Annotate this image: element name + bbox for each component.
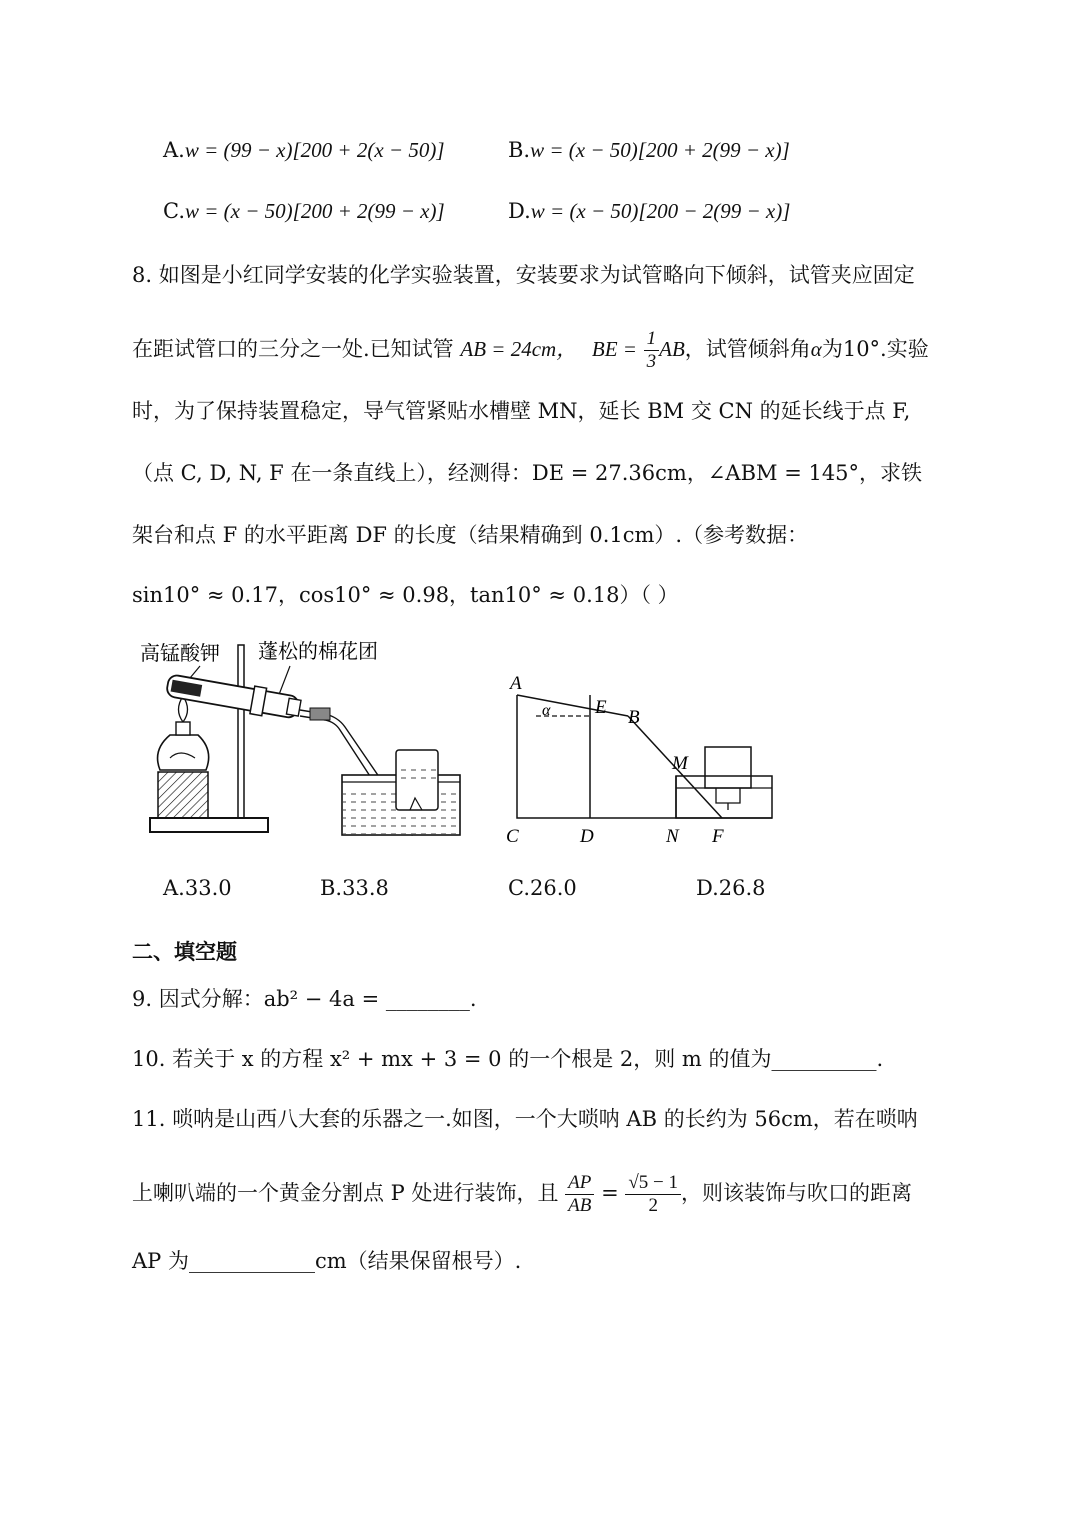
q8-option-a: A.33.0	[163, 876, 232, 900]
q8-line-1: 8. 如图是小红同学安装的化学实验装置，安装要求为试管略向下倾斜，试管夹应固定	[132, 263, 915, 287]
q11-fraction-ap-ab: $\frac{AP}{AB}$	[565, 1172, 594, 1217]
q7-option-a: A.w = (99 − x)[200 + 2(x − 50)]	[163, 138, 445, 162]
q8-line-2: 在距试管口的三分之一处.已知试管 AB = 24cm， BE = $\frac{1}{3}$ AB，试管倾斜角α为10°.实验	[132, 328, 929, 372]
q11-line-2: 上喇叭端的一个黄金分割点 P 处进行装饰，且 $\frac{AP}{AB}$ = $\frac{√5 - 1}{2}$ ，则该装饰与吹口的距离	[132, 1172, 913, 1216]
label-alpha: α	[542, 702, 551, 719]
q8-fraction-one-third: $\frac{1}{3}$	[644, 328, 660, 373]
label-n: N	[666, 826, 679, 847]
reagent-label: 高锰酸钾	[140, 643, 220, 665]
label-d: D	[580, 826, 594, 847]
q11-line-3: AP 为____________cm（结果保留根号）.	[132, 1249, 522, 1273]
q7-option-d: D.w = (x − 50)[200 − 2(99 − x)]	[508, 199, 791, 223]
q11-line-1: 11. 唢呐是山西八大套的乐器之一.如图，一个大唢呐 AB 的长约为 56cm，若在唢呐	[132, 1107, 918, 1131]
q9: 9. 因式分解：ab² − 4a = ________.	[132, 987, 477, 1011]
q8-option-d: D.26.8	[696, 876, 766, 900]
label-a: A	[510, 673, 522, 694]
q11-fraction-golden: $\frac{√5 - 1}{2}$	[625, 1172, 681, 1217]
q8-option-c: C.26.0	[508, 876, 577, 900]
label-m: M	[672, 753, 688, 774]
label-b: B	[628, 707, 640, 728]
lab-apparatus-figure	[140, 630, 490, 845]
q8-line-3: 时，为了保持装置稳定，导气管紧贴水槽壁 MN，延长 BM 交 CN 的延长线于点 F,	[132, 399, 911, 423]
q10: 10. 若关于 x 的方程 x² + mx + 3 = 0 的一个根是 2，则 m 的值为__________.	[132, 1047, 884, 1071]
section-title: 二、填空题	[132, 939, 237, 964]
q7-option-b: B.w = (x − 50)[200 + 2(99 − x)]	[508, 138, 790, 162]
geometry-diagram	[500, 665, 785, 850]
label-e: E	[595, 697, 607, 718]
label-f: F	[712, 826, 724, 847]
q8-line-6: sin10° ≈ 0.17，cos10° ≈ 0.98，tan10° ≈ 0.18）（ ）	[132, 583, 679, 607]
q7-option-c: C.w = (x − 50)[200 + 2(99 − x)]	[163, 199, 445, 223]
cotton-label: 蓬松的棉花团	[258, 641, 378, 663]
q8-option-b: B.33.8	[320, 876, 389, 900]
q8-line-4: （点 C, D, N, F 在一条直线上），经测得：DE = 27.36cm，∠ABM = 145°，求铁	[132, 461, 923, 485]
q8-line-5: 架台和点 F 的水平距离 DF 的长度（结果精确到 0.1cm）.（参考数据：	[132, 523, 809, 547]
label-c: C	[506, 826, 519, 847]
